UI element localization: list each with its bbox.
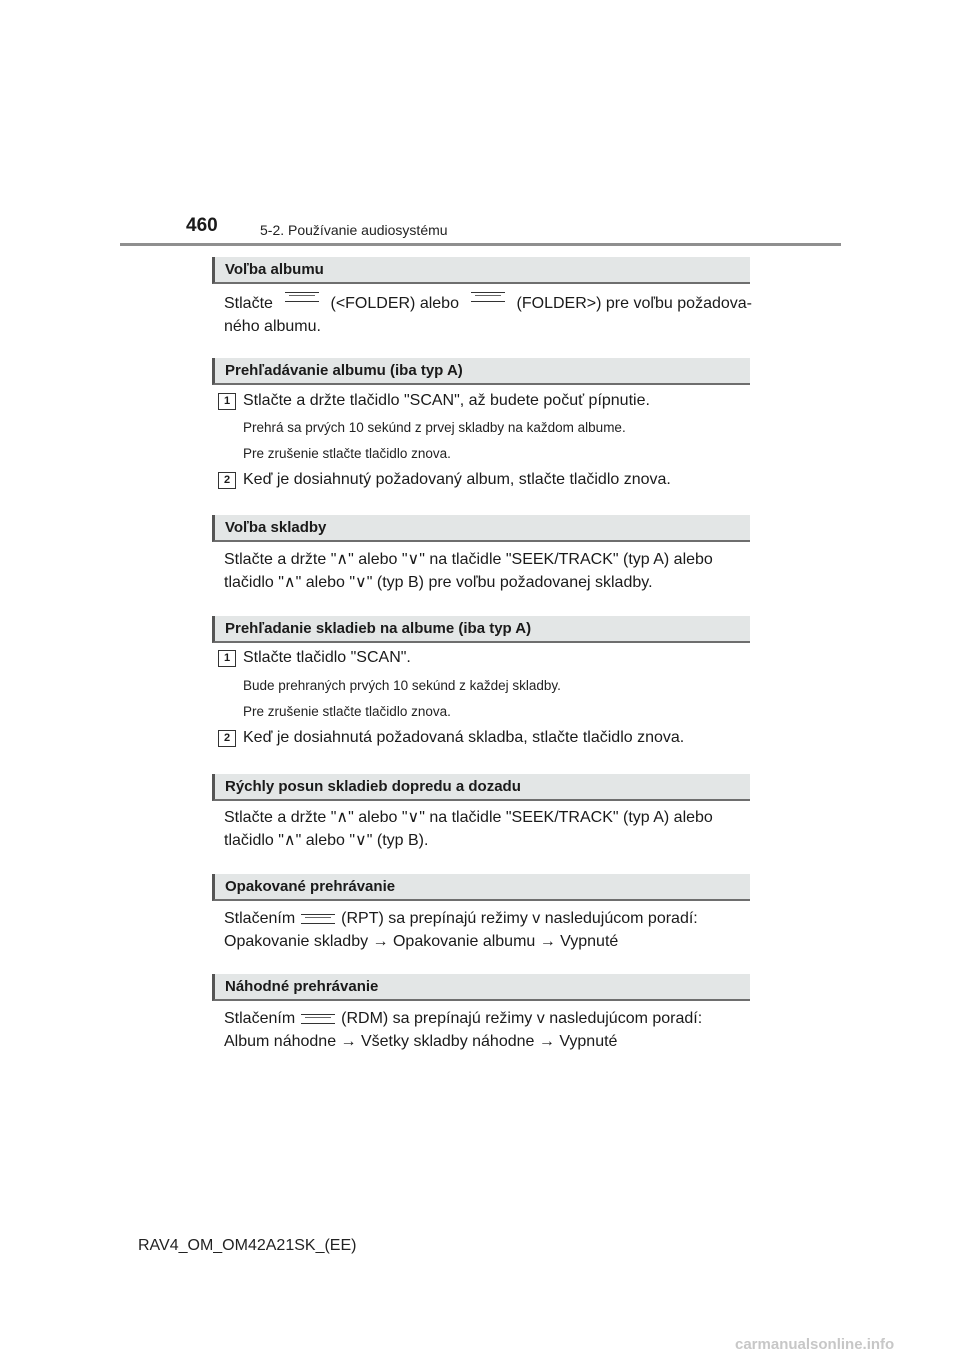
section-heading-album-scan xyxy=(212,358,750,385)
section-title: Prehľadávanie albumu (iba typ A) xyxy=(225,362,463,379)
step-number-1: 1 xyxy=(218,393,236,410)
track-select-text xyxy=(224,548,752,594)
album-scan-step1: Stlačte a držte tlačidlo "SCAN", až budete počuť pípnutie. xyxy=(243,392,650,409)
section-title: Voľba albumu xyxy=(225,261,324,278)
section-heading-random xyxy=(212,974,750,1001)
section-title: Voľba skladby xyxy=(225,519,327,536)
section-title: Opakované prehrávanie xyxy=(225,878,396,895)
header-divider xyxy=(120,243,841,246)
repeat-line2: Opakovanie skladby → Opakovanie albumu → Vypnuté xyxy=(224,933,619,950)
section-title: Rýchly posun skladieb dopredu a dozadu xyxy=(225,778,521,795)
album-scan-step2: Keď je dosiahnutý požadovaný album, stlačte tlačidlo znova. xyxy=(243,471,671,488)
track-select-line1: Stlačte a držte "∧" alebo "∨" na tlačidle "SEEK/TRACK" (typ A) alebo xyxy=(224,551,713,568)
repeat-text xyxy=(224,907,752,953)
button-icon xyxy=(285,292,319,302)
chapter-title: 5-2. Používanie audiosystému xyxy=(260,222,448,238)
section-heading-repeat xyxy=(212,874,750,901)
album-select-text-pre: Stlačte xyxy=(224,295,273,312)
track-scan-step1: Stlačte tlačidlo "SCAN". xyxy=(243,649,411,666)
fast-forward-text xyxy=(224,806,752,852)
step-number-2: 2 xyxy=(218,472,236,489)
button-icon xyxy=(301,914,335,924)
section-heading-track-scan xyxy=(212,616,750,643)
album-select-text-line2: ného albumu. xyxy=(224,318,321,335)
step-number-1: 1 xyxy=(218,650,236,667)
section-title: Prehľadanie skladieb na albume (iba typ A) xyxy=(225,620,532,637)
track-scan-note1: Bude prehraných prvých 10 sekúnd z každej skladby. xyxy=(243,678,561,693)
album-select-text xyxy=(224,292,752,338)
watermark: carmanualsonline.info xyxy=(735,1336,895,1353)
document-code: RAV4_OM_OM42A21SK_(EE) xyxy=(138,1237,357,1254)
fast-forward-line2: tlačidlo "∧" alebo "∨" (typ B). xyxy=(224,832,429,849)
button-icon xyxy=(301,1014,335,1024)
section-title: Náhodné prehrávanie xyxy=(225,978,379,995)
random-text-pre: Stlačením xyxy=(224,1010,296,1027)
step-number-2: 2 xyxy=(218,730,236,747)
random-line2: Album náhodne → Všetky skladby náhodne → Vypnuté xyxy=(224,1033,618,1050)
fast-forward-line1: Stlačte a držte "∧" alebo "∨" na tlačidle "SEEK/TRACK" (typ A) alebo xyxy=(224,809,713,826)
page-number: 460 xyxy=(186,215,218,236)
album-scan-note2: Pre zrušenie stlačte tlačidlo znova. xyxy=(243,446,451,461)
album-select-text-mid: (<FOLDER) alebo xyxy=(330,295,459,312)
button-icon xyxy=(471,292,505,302)
album-select-text-post: (FOLDER>) pre voľbu požadova- xyxy=(516,295,752,312)
random-text-post: (RDM) sa prepínajú režimy v nasledujúcom poradí: xyxy=(341,1010,703,1027)
section-heading-fast-forward xyxy=(212,774,750,801)
section-heading-track-select xyxy=(212,515,750,542)
random-text xyxy=(224,1007,752,1053)
track-scan-step2: Keď je dosiahnutá požadovaná skladba, stlačte tlačidlo znova. xyxy=(243,729,685,746)
section-heading-album-select xyxy=(212,257,750,284)
repeat-text-pre: Stlačením xyxy=(224,910,296,927)
album-scan-note1: Prehrá sa prvých 10 sekúnd z prvej skladby na každom albume. xyxy=(243,420,626,435)
track-scan-note2: Pre zrušenie stlačte tlačidlo znova. xyxy=(243,704,451,719)
repeat-text-post: (RPT) sa prepínajú režimy v nasledujúcom poradí: xyxy=(341,910,698,927)
track-select-line2: tlačidlo "∧" alebo "∨" (typ B) pre voľbu požadovanej skladby. xyxy=(224,574,653,591)
